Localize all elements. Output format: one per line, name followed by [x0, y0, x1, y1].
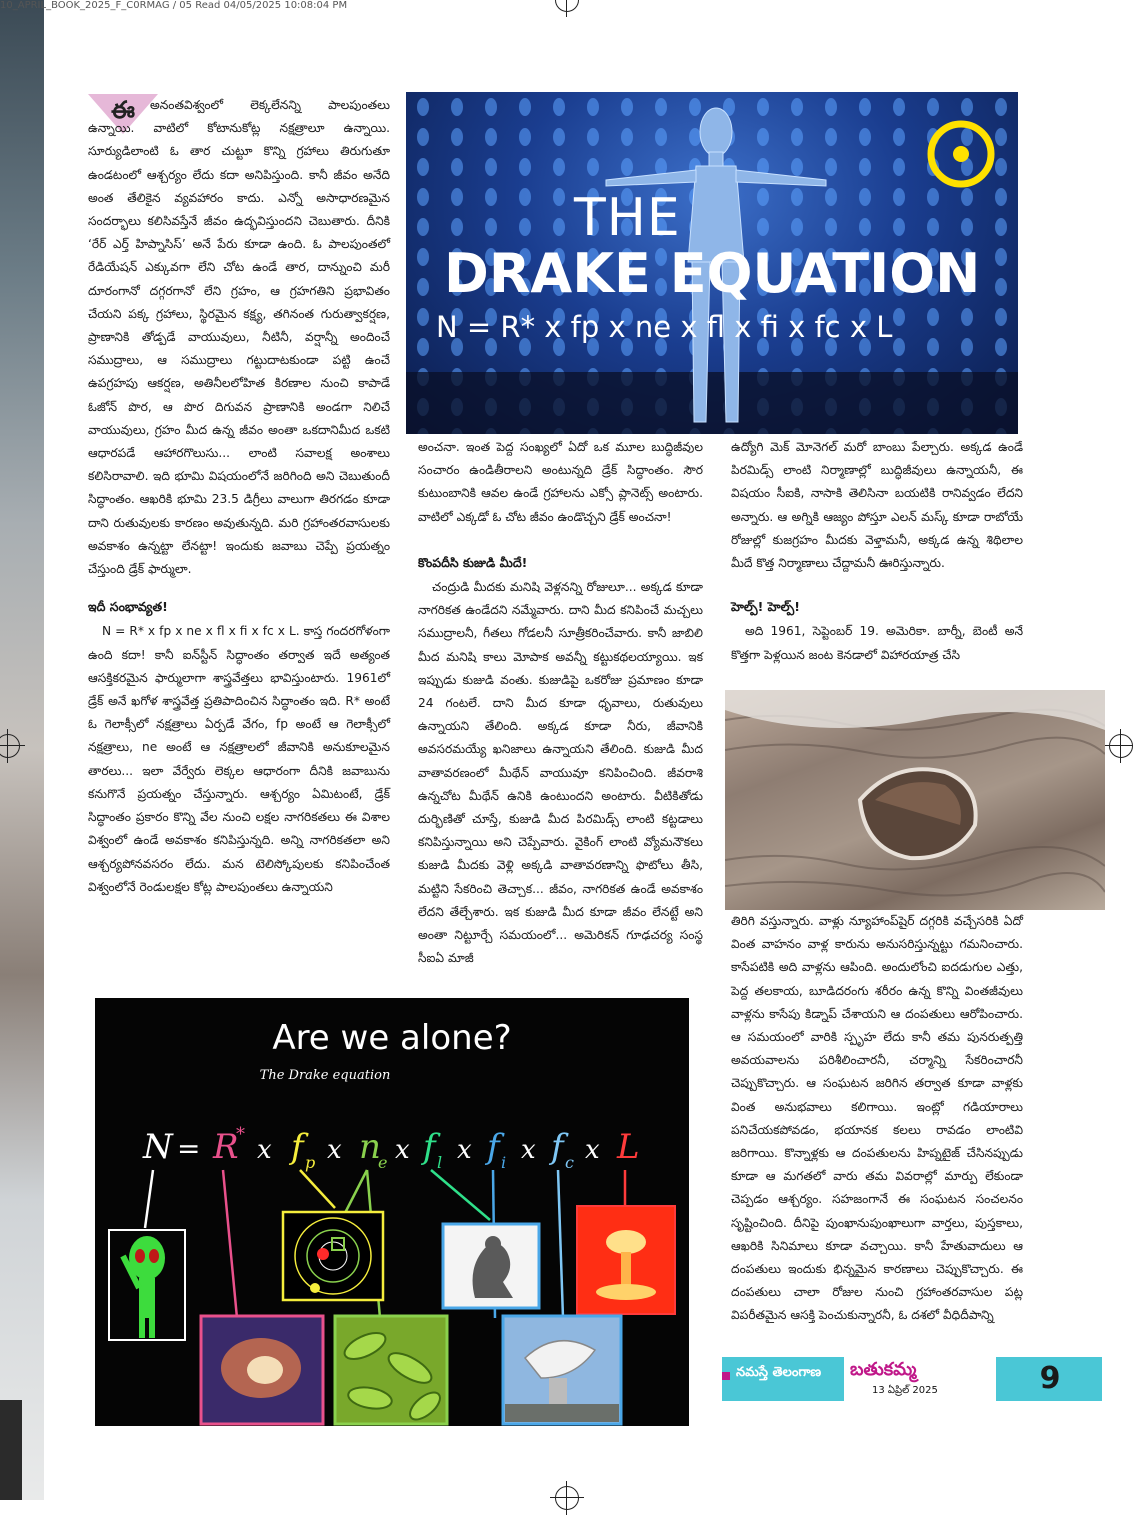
- dropcap-letter: ఈ: [111, 96, 135, 124]
- footer-section: బతుకమ్మ: [850, 1359, 917, 1380]
- mars-terrain-graphic: [725, 690, 1105, 910]
- svg-text:n: n: [359, 1127, 381, 1167]
- svg-text:p: p: [305, 1153, 316, 1172]
- svg-text:f: f: [487, 1127, 500, 1167]
- footer-bar: [722, 1357, 1102, 1401]
- left-dark-strip: [0, 1400, 22, 1500]
- orbit-panel: [283, 1212, 383, 1300]
- svg-text:c: c: [565, 1153, 574, 1172]
- page-number: 9: [1039, 1361, 1061, 1396]
- column-3-intro: ఉద్యోగి మెక్ మోనెగల్ మరో బాంబు పేల్చారు. అక్కడ ఉండే పిరమిడ్స్ లాంటి నిర్మాణాల్లో బుద్ధిజీవులు ఉన్నాయనీ, ఈ విషయం సీఐకి, నాసాకి తెలిసినా బయటికి రానివ్వడం లేదని అన్నారు. ఆ అగ్నికి ఆజ్యం పోస్తూ ఎలన్ మస్క్ కూడా రాబోయే రోజుల్లో కుజగ్రహం మీదకు వెళ్తామనీ, అక్కడ ఉన్న శిథిలాల మీదే కొత్త నిర్మాణాలు చేద్దామనీ ఊరిస్తున్నారు.: [731, 440, 1023, 571]
- svg-text:i: i: [501, 1153, 507, 1172]
- column-1-intro: అనంతవిశ్వంలో లెక్కలేనన్ని పాలపుంతలు ఉన్నాయి. వాటిలో కోటానుకోట్ల నక్షత్రాలూ ఉన్నాయి. సూర్యుడిలాంటి ఓ తార చుట్టూ కొన్ని గ్రహాలు తిరుగుతూ ఉండటంలో ఆశ్చర్యం లేదు కదా అనిపిస్తుంది. కానీ జీవం అనేది అంత తేలికైన వ్యవహారం కాదు. ఎన్నో అసాధారణమైన సందర్భాలు కలిసివస్తేనే జీవం ఉద్భవిస్తుందని చెబుతారు. దీనికి ‘రేర్ ఎర్త్ హిప్నాసిస్’ అనే పేరు కూడా ఉంది. ఓ పాలపుంతలో రేడియేషన్ ఎక్కువగా లేని చోట ఉండే తార, దాన్నుంచి మరీ దూరంగానో దగ్గరగానో లేని గ్రహం, ఆ గ్రహగతిని ప్రభావితం చేయని పక్క గ్రహాలు, స్థిరమైన కక్ష్య, తగినంత గురుత్వాకర్షణ, ప్రాణానికి తోడ్పడే వాయువులు, నీటినీ, వర్షాన్నీ అందించే సముద్రాలు, ఆ సముద్రాలు గట్టుదాటకుండా పట్టి ఉంచే ఉపగ్రహపు ఆకర్షణ, అతినీలలోహిత కిరణాల నుంచి కాపాడే ఓజోన్ పొర, ఆ పొర దిగువన ప్రాణానికి అండగా నిలిచే వాయువులు, గ్రహం మీద ఉన్న జీవం అంతా ఒకదానిమీద ఒకటి ఆధారపడే ఆహారగొలుసు... లాంటి సవాలక్ష అంశాలు కలిసిరావాలి. ఇది భూమి విషయంలోనే జరిగింది అని చెబుతుందీ సిద్ధాంతం. ఆఖరికి భూమి 23.5 డిగ్రీలు వాలుగా తిరగడం కూడా దాని రుతువులకు కారణం అవుతున్నది. మరి గ్రహాంతరవాసులకు అవకాశం ఉన్నట్టా లేనట్టా! ఇందుకు జవాబు చెప్పే ప్రయత్నం చేస్తుంది డ్రేక్ ఫార్ములా.: [88, 98, 390, 577]
- mars-surface-image: [725, 690, 1105, 910]
- svg-text:f: f: [551, 1127, 564, 1167]
- article-column-3-continued: [731, 910, 1023, 1328]
- svg-text:x: x: [457, 1135, 472, 1165]
- alone-title: Are we alone?: [272, 1018, 512, 1058]
- svg-text:x: x: [395, 1135, 410, 1165]
- drake-equation-image: [406, 92, 1018, 434]
- registration-mark-icon: [555, 1486, 579, 1510]
- svg-text:x: x: [257, 1135, 272, 1165]
- subheading-probability: ఇదీ సంభావ్యత!: [88, 599, 168, 615]
- alone-subtitle: The Drake equation: [259, 1068, 391, 1083]
- svg-text:L: L: [617, 1127, 640, 1167]
- drake-diagram: [95, 998, 689, 1426]
- column-2-intro: అంచనా. ఇంత పెద్ద సంఖ్యలో ఏదో ఒక మూల బుద్ధిజీవుల సంచారం ఉండితీరాలని అంటున్నది డ్రేక్ సిద్ధాంతం. సౌర కుటుంబానికి ఆవల ఉండే గ్రహాలను ఎక్సో ప్లానెట్స్ అంటారు. వాటిలో ఎక్కడో ఓ చోట జీవం ఉండొచ్చని డ్రేక్ అంచనా!: [418, 440, 703, 524]
- svg-text:e: e: [378, 1153, 388, 1172]
- svg-text:=: =: [177, 1132, 201, 1165]
- print-slug: 10_APRIL_BOOK_2025_F_C0RMAG / 05 Read 04/05/2025 10:08:04 PM: [0, 0, 348, 11]
- registration-mark-icon: [1109, 734, 1133, 758]
- article-column-2: [418, 436, 703, 970]
- drake-title: DRAKE EQUATION: [444, 242, 981, 305]
- footer-bullet-icon: [722, 1372, 730, 1380]
- svg-text:f: f: [291, 1127, 304, 1167]
- footer-brand: నమస్తే తెలంగాణ: [736, 1365, 822, 1380]
- sun-symbol-dot: [953, 146, 969, 162]
- are-we-alone-image: [95, 998, 689, 1426]
- drake-formula: N = R* x fp x ne x fl x fi x fc x L: [436, 310, 893, 344]
- svg-text:N: N: [143, 1127, 173, 1167]
- article-column-3: [731, 436, 1023, 667]
- subheading-help: హెల్ప్! హెల్ప్!: [731, 599, 800, 615]
- svg-text:x: x: [327, 1135, 342, 1165]
- subheading-mars: కొంపదీసి కుజుడి మీదే!: [418, 554, 528, 570]
- svg-text:l: l: [437, 1153, 443, 1172]
- column-2-body: చంద్రుడి మీదకు మనిషి వెళ్లనన్ని రోజులూ... అక్కడ కూడా నాగరికత ఉండేదని నమ్మేవారు. దాని మీద కనిపించే మచ్చలు సముద్రాలనీ, గీతలు గోడలనీ సూత్రీకరించేవారు. కానీ జాబిలి మీద మనిషి కాలు మోపాక అవన్నీ కట్టుకథలయ్యాయి. ఇక ఇప్పుడు కుజుడి వంతు. కుజుడిపై ఒకరోజు ప్రమాణం కూడా 24 గంటలే. దాని మీద కూడా ధృవాలు, రుతువులు ఉన్నాయని తేలింది. అక్కడ కూడా నీరు, జీవానికి అవసరమయ్యే ఖనిజాలు ఉన్నాయని తేలింది. కుజుడి మీద వాతావరణంలో మీథేన్ వాయువూ కనిపించింది. జీవరాశి ఉన్నచోట మీథేన్ ఉనికి ఉంటుందని అంటారు. వీటికితోడు దుర్భిణితో చూస్తే, కుజుడి మీద పిరమిడ్స్ లాంటి కట్టడాలు కనిపిస్తున్నాయి అని చెప్పేవారు. వైకింగ్ లాంటి వ్యోమనౌకలు కుజుడి మీదకు వెళ్లి అక్కడి వాతావరణాన్ని ఫొటోలు తీసి, మట్టిని సేకరించి తెచ్చాక... జీవం, నాగరికత ఉండే అవకాశం లేదని తేల్చేశారు. ఇక కుజుడి మీద కూడా జీవం లేనట్టే అని అంతా నిట్టూర్చే సమయంలో... అమెరికన్ గూఢచర్య సంస్థ సీఐఏ మాజీ: [418, 580, 703, 966]
- svg-text:f: f: [423, 1127, 436, 1167]
- column-1-body: N = R* x fp x ne x fl x fi x fc x L. కాస్త గందరగోళంగా ఉంది కదా! కానీ ఐన్‌స్టీన్ సిద్ధాంతం తర్వాత ఇదే అత్యంత ఆసక్తికరమైన ఫార్ములాగా శాస్త్రవేత్తలు భావిస్తుంటారు. 1961లో డ్రేక్ అనే ఖగోళ శాస్త్రవేత్త ప్రతిపాదించిన సిద్ధాంతం ఇది. R* అంటే ఓ గెలాక్సీలో నక్షత్రాలు ఏర్పడే వేగం, fp అంటే ఆ గెలాక్సీలో నక్షత్రాలు, ne అంటే ఆ నక్షత్రాలలో జీవానికి అనుకూలమైన తారలు... ఇలా వేర్వేరు లెక్కల ఆధారంగా దీనికి జవాబును కనుగొనే ప్రయత్నం చేస్తున్నారు. ఆశ్చర్యం ఏమిటంటే, డ్రేక్ సిద్ధాంతం ప్రకారం కొన్ని వేల నుంచి లక్షల నాగరికతలు ఈ విశాల విశ్వంలో ఉండే అవకాశం కనిపిస్తున్నది. అన్ని నాగరికతలా అని ఆశ్చర్యపోనవసరం లేదు. మన టెలిస్కోపులకు కనిపించేంత విశ్వంలోనే రెండులక్షల కోట్ల పాలపుంతలు ఉన్నాయని: [88, 624, 390, 894]
- column-3-body-bottom: తిరిగి వస్తున్నారు. వాళ్లు న్యూహాంప్‌షైర్ దగ్గరికి వచ్చేసరికి ఏదో వింత వాహనం వాళ్ల కారును అనుసరిస్తున్నట్టు గమనించారు. కాసేపటికి అది వాళ్లను ఆపింది. అందులోంచి ఐదడుగుల ఎత్తు, పెద్ద తలకాయ, బూడిదరంగు శరీరం ఉన్న కొన్ని వింతజీవులు వాళ్లను కాసేపు కిడ్నాప్ చేశాయని ఆ దంపతులు ఆరోపించారు. ఆ సమయంలో వారికి స్పృహ లేదు కానీ తమ పునరుత్పత్తి అవయవాలను పరిశీలించారనీ, చర్మాన్ని సేకరించారనీ చెప్పుకొచ్చారు. ఆ సంఘటన జరిగిన తర్వాత కూడా వాళ్లకు వింత అనుభవాలు కలిగాయి. ఇంట్లో గడియారాలు పనిచేయకపోవడం, భయానక కలలు రావడం లాంటివి జరిగాయి. కొన్నాళ్లకు ఆ దంపతులను హిప్నటైజ్ చేసినప్పుడు కూడా ఆ మగతలో వారు తమ వివరాల్లో మార్పు లేకుండా చెప్పడం ఆశ్చర్యం. సహజంగానే ఈ సంఘటన సంచలనం సృష్టించింది. దీనిపై పుంఖానుపుంఖాలుగా వార్తలు, పుస్తకాలు, ఆఖరికి సినిమాలు కూడా వచ్చాయి. కానీ హేతువాదులు ఆ దంపతులు ఇందుకు భిన్నమైన కారణాలు చెప్పుకొచ్చారు. ఈ దంపతులు చాలా రోజుల నుంచి గ్రహాంతరవాసుల పట్ల విపరీతమైన ఆసక్తి పెంచుకున్నారనీ, ఓ దశలో వీధిదీపాన్ని: [731, 914, 1023, 1323]
- svg-text:R: R: [213, 1127, 239, 1167]
- footer-date: 13 ఏప్రిల్ 2025: [872, 1385, 938, 1396]
- drake-title-the: THE: [574, 188, 681, 248]
- registration-mark-icon: [555, 0, 579, 12]
- svg-text:x: x: [585, 1135, 600, 1165]
- column-3-body-top: అది 1961, సెప్టెంబర్ 19. అమెరికా. బార్నీ, బెంటీ అనే కొత్తగా పెళ్లయిన జంట కెనడాలో విహారయాత్ర చేసి: [731, 624, 1023, 662]
- svg-text:x: x: [521, 1135, 536, 1165]
- svg-text:*: *: [236, 1124, 245, 1145]
- article-column-1: [88, 94, 390, 899]
